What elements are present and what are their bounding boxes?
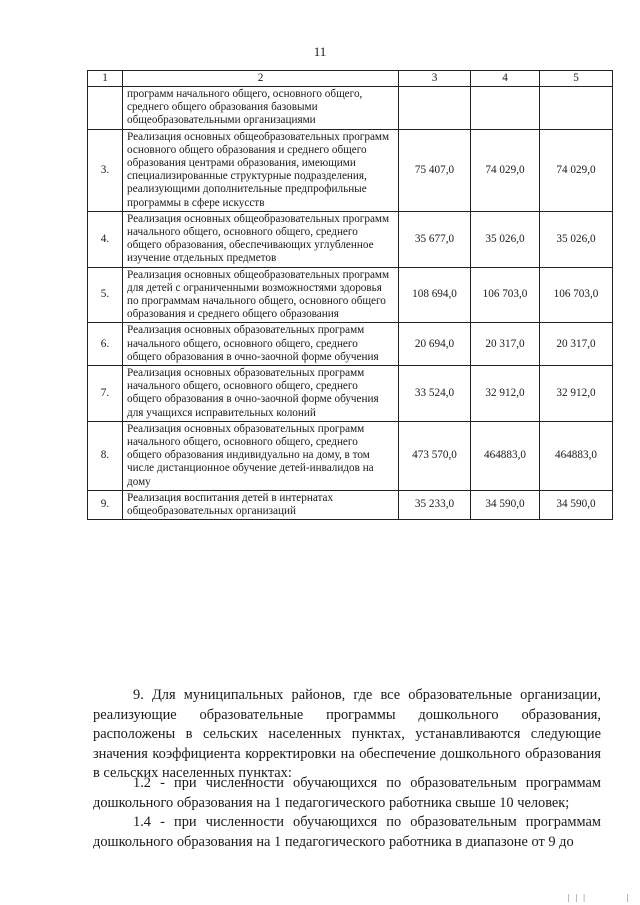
paragraph-coefficient-1-4: 1.4 - при численности обучающихся по образовательным программам дошкольного образования на 1 педагогического работника в диапазоне от 9 до xyxy=(93,814,601,850)
row-description: Реализация основных образовательных программ начального общего, основного общего, среднего общего образования в очно-заочной форме обучения для учащихся исправительных колоний xyxy=(123,366,399,422)
row-value-col4: 464883,0 xyxy=(471,421,540,490)
row-description: Реализация основных образовательных программ начального общего, основного общего, среднего общего образования индивидуально на дому, в том числе дистанционное обучение детей-инвалидов на дому xyxy=(123,421,399,490)
row-value-col3: 35 677,0 xyxy=(399,211,471,267)
table-row xyxy=(88,267,613,323)
row-number: 3. xyxy=(88,129,123,211)
row-value-col5: 35 026,0 xyxy=(540,211,613,267)
row-number: 7. xyxy=(88,366,123,422)
row-description: Реализация основных общеобразовательных программ для детей с ограниченными возможностями здоровья по программам начального общего, основного общего образования и среднего общего образования xyxy=(123,267,399,323)
funding-table xyxy=(87,70,613,520)
row-value-col4: 35 026,0 xyxy=(471,211,540,267)
row-value-col5: 32 912,0 xyxy=(540,366,613,422)
row-value-col3: 75 407,0 xyxy=(399,129,471,211)
scan-mark-right: | xyxy=(626,893,631,902)
row-number: 5. xyxy=(88,267,123,323)
row-value-col5: 106 703,0 xyxy=(540,267,613,323)
row-value-col4: 20 317,0 xyxy=(471,323,540,366)
page-number: 11 xyxy=(313,44,327,59)
table-row xyxy=(88,323,613,366)
column-header: 5 xyxy=(540,71,613,87)
row-value-col3: 20 694,0 xyxy=(399,323,471,366)
column-header: 3 xyxy=(399,71,471,87)
row-number: 8. xyxy=(88,421,123,490)
row-description: Реализация воспитания детей в интернатах общеобразовательных организаций xyxy=(123,490,399,519)
paragraph-coefficient-1-2: 1.2 - при численности обучающихся по образовательным программам дошкольного образования на 1 педагогического работника свыше 10 человек; xyxy=(93,775,601,811)
row-value-col5: 20 317,0 xyxy=(540,323,613,366)
paragraph-9: 9. Для муниципальных районов, где все образовательные организации, реализующие образовательные программы дошкольного образования, расположены в сельских населенных пунктах, устанавливаются следующие значения коэффициента корректировки на обеспечение дошкольного образования в сельских населенных пунктах: xyxy=(93,687,601,781)
row-description: программ начального общего, основного общего, среднего общего образования базовыми общеобразовательными организациями xyxy=(123,87,399,130)
row-description: Реализация основных общеобразовательных программ начального общего, основного общего, среднего общего образования, обеспечивающих углубленное изучение отдельных предметов xyxy=(123,211,399,267)
column-header: 2 xyxy=(123,71,399,87)
table-row xyxy=(88,366,613,422)
row-value-col5: 464883,0 xyxy=(540,421,613,490)
row-description: Реализация основных общеобразовательных программ основного общего образования и среднего общего образования центрами образования, имеющими специализированные структурные подразделения, реализующими дополнительные предпрофильные программы в сфере искусств xyxy=(123,129,399,211)
table-row xyxy=(88,421,613,490)
row-value-col4 xyxy=(471,87,540,130)
table-row xyxy=(88,87,613,130)
row-value-col4: 106 703,0 xyxy=(471,267,540,323)
row-number: 6. xyxy=(88,323,123,366)
row-value-col5: 74 029,0 xyxy=(540,129,613,211)
row-value-col5: 34 590,0 xyxy=(540,490,613,519)
row-number xyxy=(88,87,123,130)
row-value-col3: 35 233,0 xyxy=(399,490,471,519)
row-value-col3 xyxy=(399,87,471,130)
scan-mark-left: | | | xyxy=(568,893,587,902)
table-row xyxy=(88,129,613,211)
column-header: 4 xyxy=(471,71,540,87)
row-number: 4. xyxy=(88,211,123,267)
row-value-col3: 33 524,0 xyxy=(399,366,471,422)
row-value-col4: 32 912,0 xyxy=(471,366,540,422)
row-value-col4: 74 029,0 xyxy=(471,129,540,211)
row-value-col4: 34 590,0 xyxy=(471,490,540,519)
table-header-row xyxy=(88,71,613,87)
row-value-col3: 473 570,0 xyxy=(399,421,471,490)
row-number: 9. xyxy=(88,490,123,519)
scan-marks xyxy=(568,893,630,902)
row-value-col5 xyxy=(540,87,613,130)
row-value-col3: 108 694,0 xyxy=(399,267,471,323)
column-header: 1 xyxy=(88,71,123,87)
row-description: Реализация основных образовательных программ начального общего, основного общего, среднего общего образования в очно-заочной форме обучения xyxy=(123,323,399,366)
table-row xyxy=(88,211,613,267)
table-row xyxy=(88,490,613,519)
